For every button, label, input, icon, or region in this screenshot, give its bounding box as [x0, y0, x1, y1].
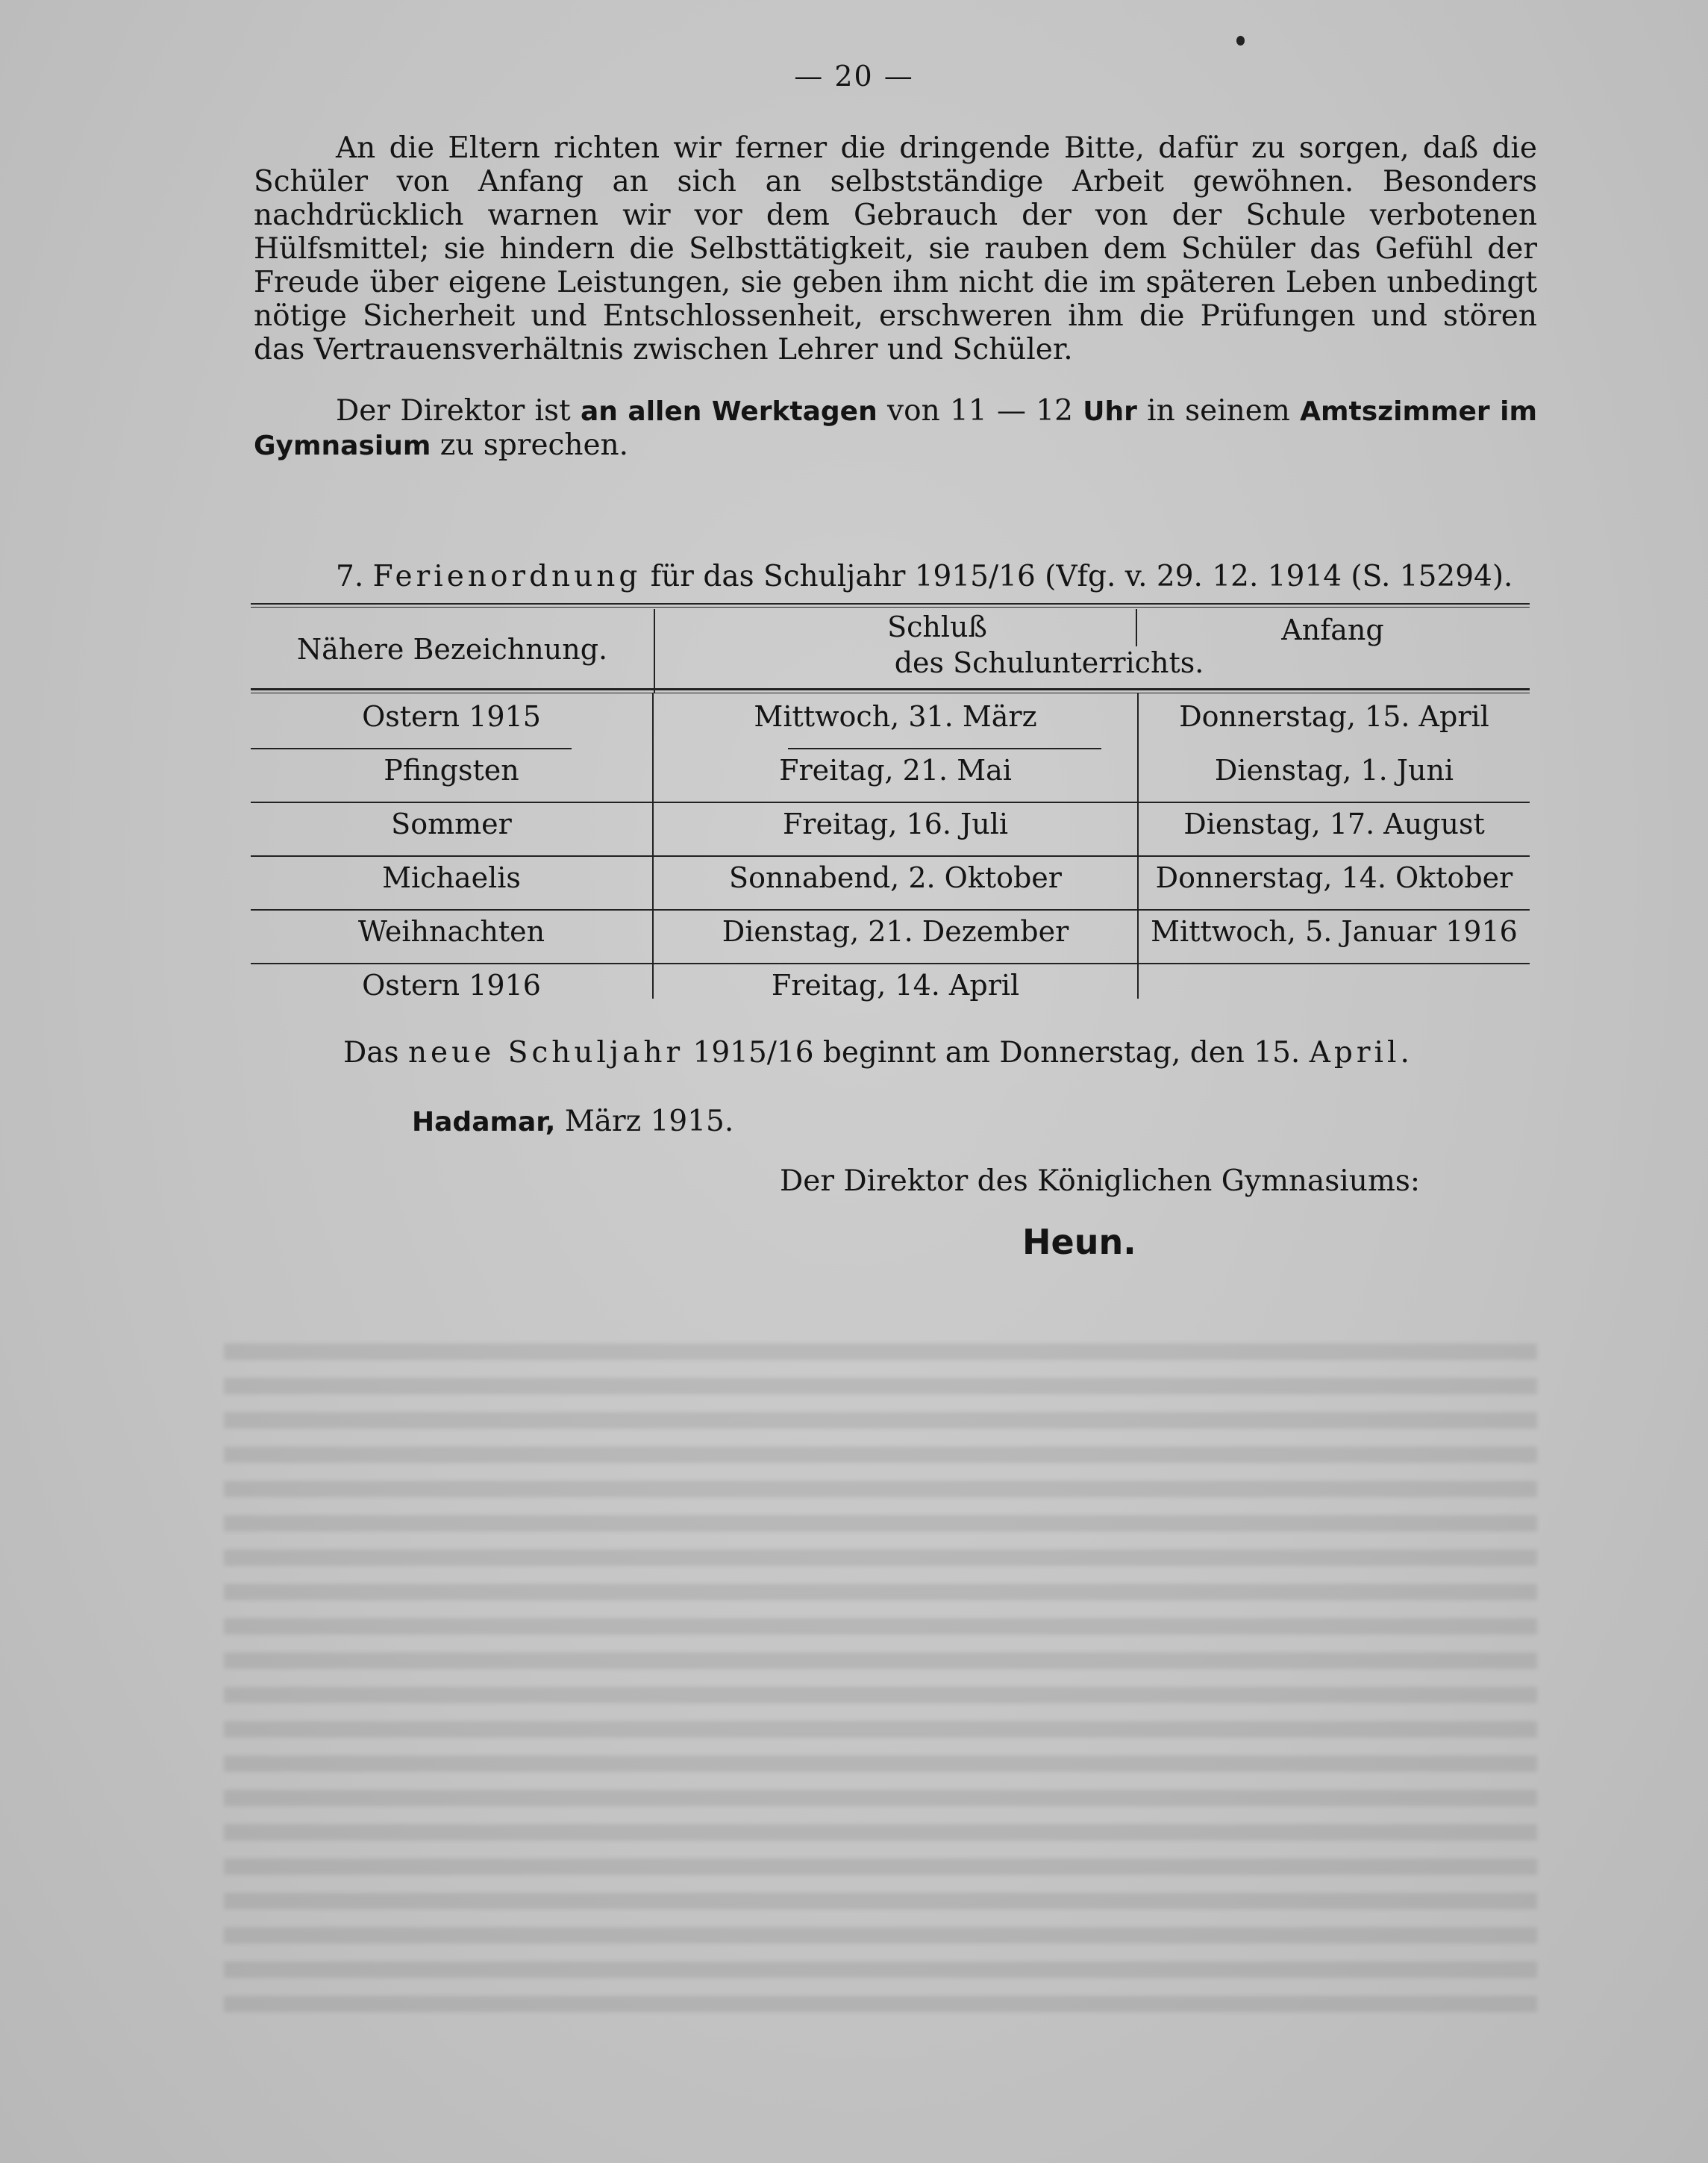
table-top-rule: [251, 603, 1530, 605]
row-start: Donnerstag, 15. April: [1179, 700, 1489, 733]
page-number: — 20 —: [794, 60, 914, 93]
spaced-run: neue Schuljahr: [407, 1036, 684, 1070]
date: März 1915.: [555, 1105, 734, 1138]
row-end: Freitag, 21. Mai: [779, 754, 1012, 787]
header-divider-1: [654, 609, 655, 693]
body-divider-2: [1137, 693, 1139, 999]
row-end: Freitag, 16. Juli: [782, 808, 1009, 840]
header-bottom-rule: [251, 688, 1530, 690]
holiday-table: [251, 603, 1530, 1009]
row-start: Mittwoch, 5. Januar 1916: [1151, 915, 1518, 948]
row-end: Mittwoch, 31. März: [754, 700, 1037, 733]
place-name: Hadamar,: [412, 1107, 556, 1137]
signature: Heun.: [1022, 1222, 1136, 1262]
director-title: Der Direktor des Königlichen Gymnasiums:: [780, 1164, 1421, 1198]
text-run: von 11 — 12: [877, 394, 1083, 428]
bleed-through-texture: [224, 1343, 1537, 2015]
place-date: [412, 1105, 733, 1139]
header-end: Schluß: [887, 611, 987, 643]
bold-office: Amtszimmer im Gymnasium: [254, 396, 1537, 461]
row-name: Sommer: [391, 808, 512, 840]
row-rule: [788, 748, 1101, 749]
header-name: Nähere Bezeichnung.: [296, 633, 608, 666]
row-name: Michaelis: [382, 861, 521, 894]
row-rule: [251, 909, 1530, 911]
text-run: 1915/16 beginnt am Donnerstag, den 15.: [683, 1036, 1310, 1070]
row-rule: [251, 963, 1530, 964]
spaced-run: April.: [1309, 1036, 1413, 1070]
row-start: Dienstag, 1. Juni: [1214, 754, 1454, 787]
bold-uhr: Uhr: [1083, 396, 1137, 427]
bold-weekdays: an allen Werktagen: [581, 396, 878, 427]
section-heading: [336, 560, 1537, 593]
section-rest: für das Schuljahr 1915/16 (Vfg. v. 29. 12. 1914 (S. 15294).: [641, 560, 1513, 593]
header-divider-2: [1136, 609, 1137, 646]
row-name: Ostern 1915: [362, 700, 541, 733]
row-start: Dienstag, 17. August: [1183, 808, 1485, 840]
table-top-rule-thin: [251, 607, 1530, 608]
new-school-year-line: [343, 1036, 1413, 1070]
text-run: in seinem: [1136, 394, 1301, 428]
section-spaced-word: Ferienordnung: [372, 560, 642, 593]
row-name: Pfingsten: [384, 754, 519, 787]
office-hours-paragraph: [254, 394, 1537, 463]
row-rule: [251, 855, 1530, 857]
header-shared: des Schulunterrichts.: [894, 646, 1204, 679]
row-end: Sonnabend, 2. Oktober: [729, 861, 1062, 894]
text-run: Der Direktor ist: [336, 394, 581, 428]
text-run: Das: [343, 1036, 408, 1070]
row-name: Weihnachten: [357, 915, 545, 948]
ink-speck: [1236, 36, 1245, 46]
row-rule: [251, 748, 572, 749]
body-divider-1: [652, 693, 654, 999]
row-rule: [251, 802, 1530, 803]
row-end: Freitag, 14. April: [771, 969, 1020, 1002]
row-start: Donnerstag, 14. Oktober: [1155, 861, 1513, 894]
section-number: 7.: [336, 560, 364, 593]
parents-paragraph: An die Eltern richten wir ferner die dringende Bitte, dafür zu sorgen, daß die Schüler von Anfang an sich an selbstständige Arbeit gewöhnen. Besonders nachdrücklich warnen wir vor dem Gebrauch der von der Schule verbotenen Hülfsmittel; sie hindern die Selbsttätigkeit, sie rauben dem Schüler das Gefühl der Freude über eigene Leistungen, sie geben ihm nicht die im späteren Leben unbedingt nötige Sicherheit und Entschlossenheit, erschweren ihm die Prüfungen und stören das Vertrauensverhältnis zwischen Lehrer und Schüler.: [254, 131, 1537, 366]
row-name: Ostern 1916: [362, 969, 541, 1002]
text-run: zu sprechen.: [431, 428, 629, 462]
row-end: Dienstag, 21. Dezember: [722, 915, 1069, 948]
header-start: Anfang: [1281, 614, 1384, 646]
